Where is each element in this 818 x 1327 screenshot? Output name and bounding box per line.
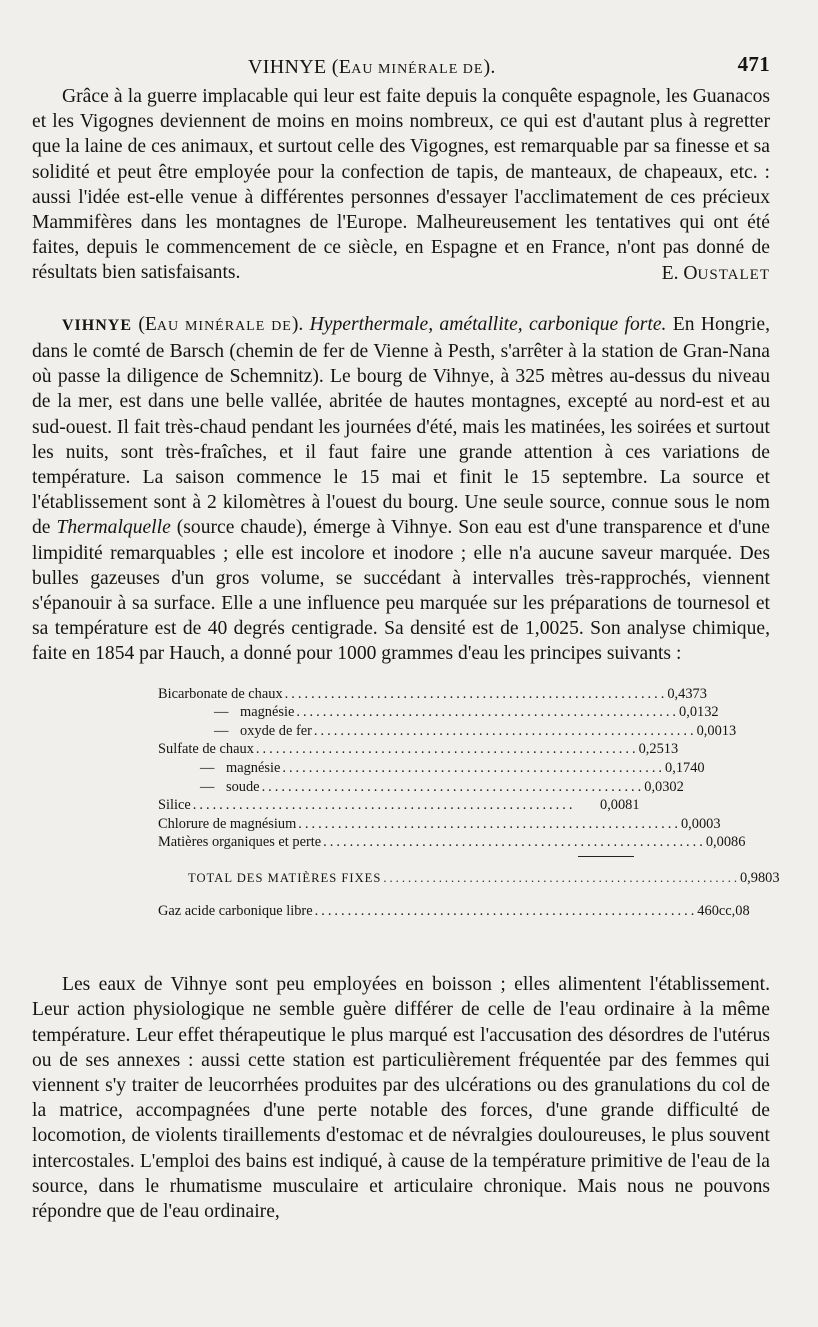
table-row: Silice .......................................................... 0,0081 — [158, 797, 640, 814]
table-row: — soude .......................................................... 0,0302 — [200, 778, 684, 795]
table-row: Matières organiques et perte .......................................................... 0,0086 — [158, 834, 746, 851]
table-row: Chlorure de magnésium .......................................................... 0,0003 — [158, 815, 721, 832]
page-number: 471 — [737, 52, 770, 76]
book-page — [32, 44, 780, 1224]
sum-rule — [578, 856, 634, 857]
running-head — [32, 44, 770, 84]
entry-classification: Hyperthermale, amétallite, carbonique forte. — [309, 313, 667, 335]
table-row: — magnésie .......................................................... 0,0132 — [214, 704, 719, 721]
total-row: TOTAL DES MATIÈRES FIXES .......................................................... 0,9803 — [188, 870, 780, 887]
table-row: Bicarbonate de chaux .......................................................... 0,4373 — [158, 685, 707, 702]
entry-headword: VIHNYE — [62, 316, 133, 334]
table-row: — magnésie .......................................................... 0,1740 — [200, 760, 705, 777]
paragraph-usage: Les eaux de Vihnye sont peu employées en boisson ; elles alimentent l'établissement. Leur action physiologique ne semble guère différer de celle de l'eau ordinaire à la même température. Leur effet thérapeutique le plus marqué est l'accusation des désordres de l'utérus ou de ses annexes : aussi cette station est particulièrement fréquentée par des femmes qui viennent s'y traiter de leucorrhées produites par des ulcérations ou des granulations du col de la matrice, accompagnées d'une perte notable des forces, d'une grande difficulté de locomotion, de violents tiraillements d'estomac et de névralgies douloureuses, le plus souvent intercostales. L'emploi des bains est indiqué, à cause de la température primitive de l'eau de la source, dans le rhumatisme musculaire et articulaire chronique. Mais nous ne pouvons répondre que de l'eau ordinaire, — [32, 974, 770, 1223]
signature: E. OUSTALET — [661, 262, 770, 284]
table-row: Sulfate de chaux .......................................................... 0,2513 — [158, 741, 679, 758]
analysis-table — [158, 685, 780, 921]
entry-vihnye: VIHNYE (EAU MINÉRALE DE). Hyperthermale, amétallite, carbonique forte. En Hongrie, dans le comté de Barsch (chemin de fer de Vienne à Pesth, s'arrêter à la station de Gran-Nana où passe la diligence de Schemnitz). Le bourg de Vihnye, à 325 mètres au-dessus du niveau de la mer, est dans une belle vallée, abritée de hautes montagnes, excepté au nord-est et au sud-ouest. Il fait très-chaud pendant les journées d'été, mais les matinées, les soirées et surtout les nuits, sont très-fraîches, et il faut faire une grande attention à ces variations de température. La saison commence le 15 mai et finit le 15 septembre. La source et l'établissement sont à 2 kilomètres à l'ouest du bourg. Une seule source, connue sous le nom de Thermalquelle (source chaude), émerge à Vihnye. Son eau est d'une transparence et d'une limpidité remarquables ; elle est incolore et inodore ; elle n'a aucune saveur marquée. Des bulles gazeuses d'un gros volume, se succédant à intervalles très-rapprochés, viennent s'épanouir à sa surface. Elle a une influence peu marquée sur les préparations de tournesol et sa température est de 40 degrés centigrade. Sa densité est de 1,0025. Son analyse chimique, faite en 1854 par Hauch, a donné pour 1000 grammes d'eau les principes suivants : — [32, 313, 770, 665]
gas-row: Gaz acide carbonique libre .......................................................... 460cc,08 — [158, 902, 750, 919]
table-row: — oxyde de fer .......................................................... 0,0013 — [214, 722, 737, 739]
source-name: Thermalquelle — [56, 517, 171, 539]
running-title: VIHNYE (EAU MINÉRALE DE). — [248, 56, 496, 78]
paragraph-vigognes: Grâce à la guerre implacable qui leur est faite depuis la conquête espagnole, les Guanacos et les Vigognes deviennent de moins en moins nombreux, ce qui est d'autant plus à regretter que la laine de ces animaux, et surtout celle des Vigognes, est remarquable par sa finesse et sa solidité et peut être employée pour la confection de tapis, de manteaux, de chapeaux, etc. : aussi l'idée est-elle venue à différentes personnes d'essayer l'acclimatement de ces précieux Mammifères dans les montagnes de l'Europe. Malheureusement les tentatives qui ont été faites, depuis le commencement de ce siècle, en Espagne et en France, n'ont pas donné de résultats bien satisfaisants. — [32, 86, 770, 284]
